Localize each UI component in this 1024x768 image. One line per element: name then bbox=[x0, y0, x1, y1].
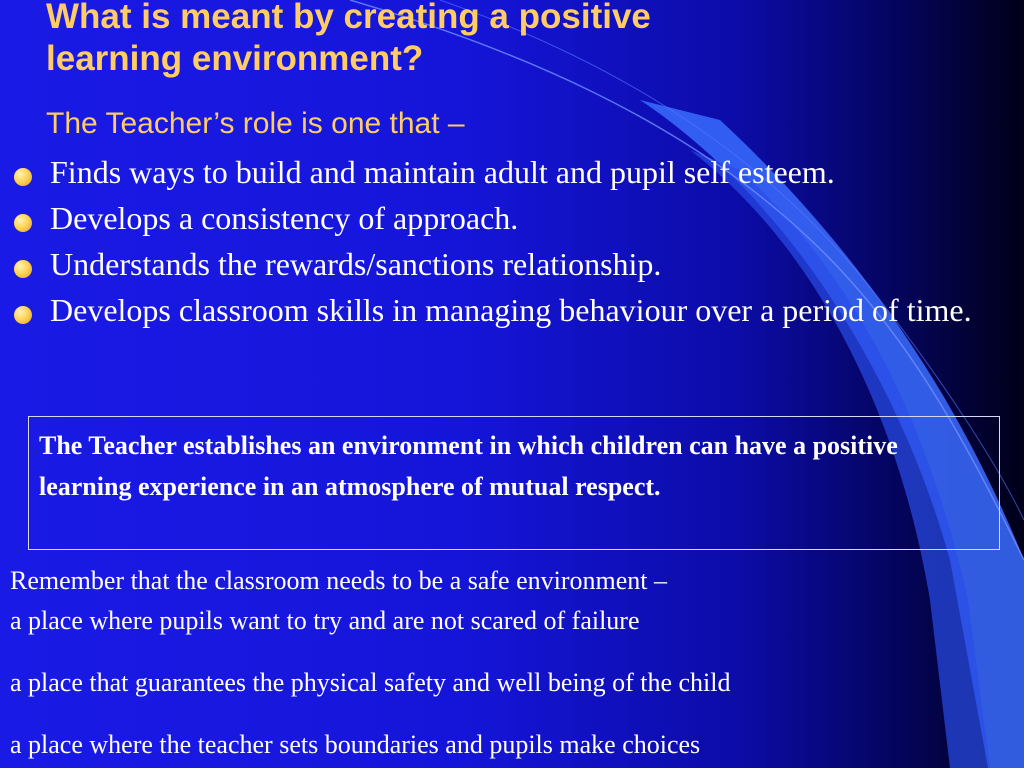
bullet-text: Finds ways to build and maintain adult and pupil self esteem. bbox=[50, 154, 835, 190]
bullet-text: Understands the rewards/sanctions relationship. bbox=[50, 246, 662, 282]
bullet-dot-icon bbox=[14, 214, 32, 232]
bullet-list bbox=[12, 154, 972, 338]
slide-title: What is meant by creating a positive learning environment? bbox=[46, 0, 651, 78]
callout-box bbox=[28, 416, 1000, 550]
note-line: Remember that the classroom needs to be a safe environment – bbox=[10, 566, 668, 595]
bullet-dot-icon bbox=[14, 306, 32, 324]
bullet-dot-icon bbox=[14, 260, 32, 278]
callout-text: The Teacher establishes an environment in which children can have a positive learning experience in an atmosphere of mutual respect. bbox=[39, 431, 898, 501]
bullet-item bbox=[12, 292, 972, 328]
bullet-item bbox=[12, 246, 972, 282]
note-line: a place where the teacher sets boundaries and pupils make choices bbox=[10, 730, 701, 759]
bullet-dot-icon bbox=[14, 168, 32, 186]
bullet-text: Develops a consistency of approach. bbox=[50, 200, 519, 236]
bullet-item bbox=[12, 200, 972, 236]
bullet-text: Develops classroom skills in managing behaviour over a period of time. bbox=[50, 292, 972, 328]
bullet-item bbox=[12, 154, 972, 190]
slide-subtitle: The Teacher’s role is one that – bbox=[46, 107, 465, 140]
note-line: a place where pupils want to try and are not scared of failure bbox=[10, 606, 640, 635]
note-line: a place that guarantees the physical safety and well being of the child bbox=[10, 668, 731, 697]
